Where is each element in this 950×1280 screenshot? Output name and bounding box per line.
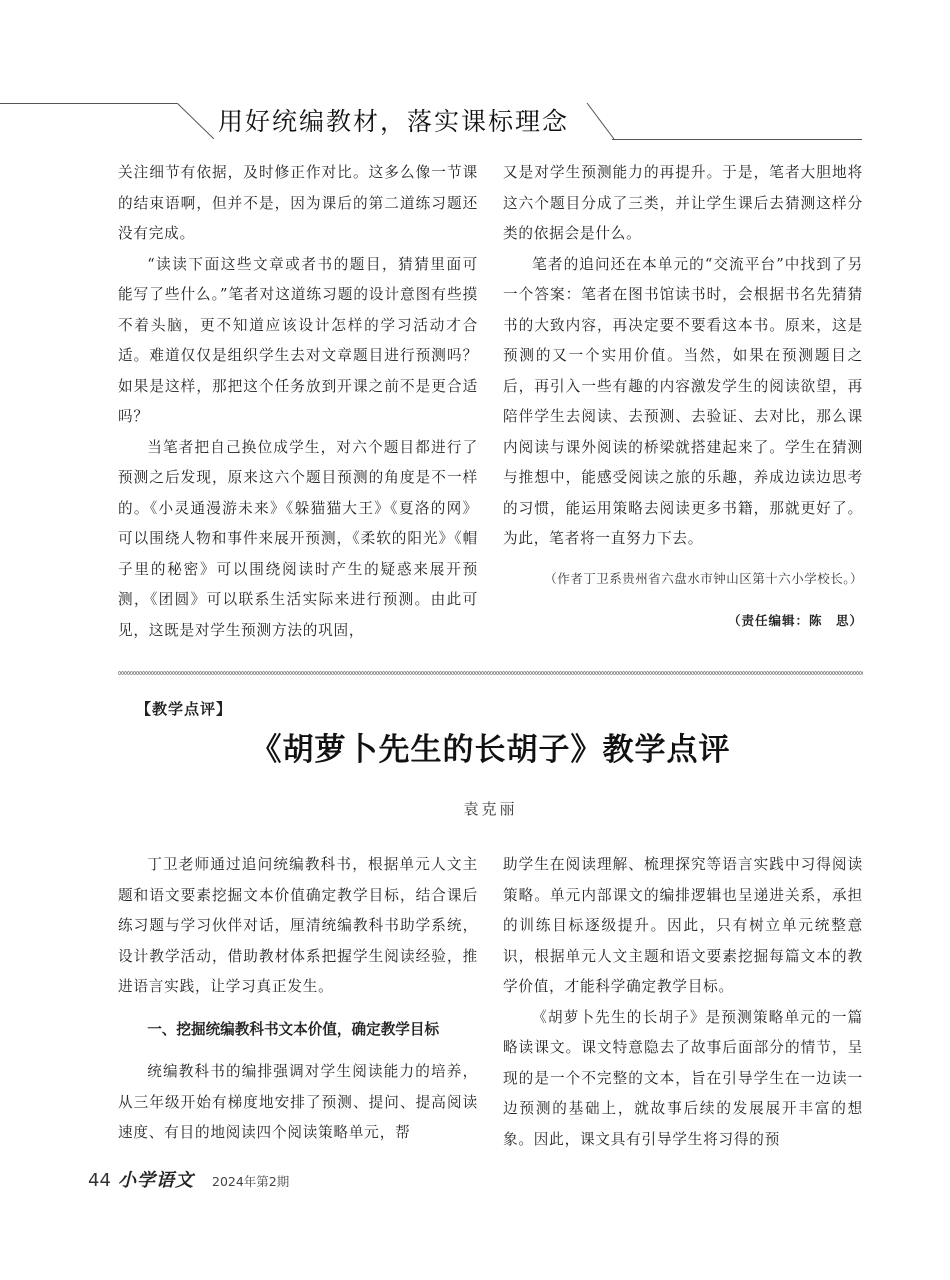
magazine-logo: 小学语文 [118,1170,194,1191]
paragraph: 当笔者把自己换位成学生，对六个题目都进行了预测之后发现，原来这六个题目预测的角度是不一样的。《小灵通漫游未来》《躲猫猫大王》《夏洛的网》可以围绕人物和事件来展开预测，《柔软的阳光》《帽子里的秘密》可以围绕阅读时产生的疑惑来展开预测，《团圆》可以联系生活实际来进行预测。由此可见，这既是对学生预测方法的巩固， [118,438,478,639]
section-divider [118,669,863,677]
paragraph: “读读下面这些文章或者书的题目，猜猜里面可能写了些什么。”笔者对这道练习题的设计意图有些摸不着头脑，更不知道应该设计怎样的学习活动才合适。难道仅仅是组织学生去对文章题目进行预测吗？如果是这样，那把这个任务放到开课之前不是更合适吗？ [118,255,478,425]
paragraph: 丁卫老师通过追问统编教科书，根据单元人文主题和语文要素挖掘文本价值确定教学目标，结合课后练习题与学习伙伴对话，厘清统编教科书助学系统，设计教学活动，借助教材体系把握学生阅读经验，推进语言实践，让学习真正发生。 [118,856,478,995]
author-byline: 袁克丽 [463,800,518,818]
page-number: 44 [88,1170,111,1191]
paragraph: 又是对学生预测能力的再提升。于是，笔者大胆地将这六个题目分成了三类，并让学生课后去猜测这样分类的依据会是什么。 [503,164,863,242]
paragraph: 《胡萝卜先生的长胡子》是预测策略单元的一篇略读课文。课文特意隐去了故事后面部分的情节，呈现的是一个不完整的文本，旨在引导学生在一边读一边预测的基础上，就故事后续的发展展开丰富的想象。因此，课文具有引导学生将习得的预 [503,1008,863,1148]
category-tag: 【教学点评】 [136,700,233,718]
article-title: 《胡萝卜先生的长胡子》教学点评 [250,732,731,768]
top-article-column-2 [503,158,863,555]
header-slash-right [586,103,616,140]
paragraph: 关注细节有依据，及时修正作对比。这多么像一节课的结束语啊，但并不是，因为课后的第二道练习题还没有完成。 [118,164,478,242]
paragraph: 笔者的追问还在本单元的“交流平台”中找到了另一个答案：笔者在图书馆读书时，会根据书名先猜猜书的大致内容，再决定要不要看这本书。原来，这是预测的又一个实用价值。当然，如果在预测题目之后，再引入一些有趣的内容激发学生的阅读欲望，再陪伴学生去阅读、去预测、去验证、去对比，那么课内阅读与课外阅读的桥梁就搭建起来了。学生在猜测与推想中，能感受阅读之旅的乐趣，养成边读边思考的习惯，能运用策略去阅读更多书籍，那就更好了。为此，笔者将一直努力下去。 [503,255,863,547]
review-column-1 [118,850,478,1149]
author-note: （作者丁卫系贵州省六盘水市钟山区第十六小学校长。） [544,571,863,586]
review-column-2 [503,850,863,1155]
top-article-column-1 [118,158,478,646]
paragraph: 统编教科书的编排强调对学生阅读能力的培养，从三年级开始有梯度地安排了预测、提问、提高阅读速度、有目的地阅读四个阅读策略单元，帮 [118,1063,478,1141]
header-slash-left [176,103,216,139]
header-title: 用好统编教材，落实课标理念 [218,107,570,136]
section-heading: 一、挖掘统编教科书文本价值，确定教学目标 [147,1020,440,1038]
header-rule-right [612,139,862,140]
responsible-editor: （责任编辑：陈 思） [727,613,863,628]
issue-label: 2024年第2期 [212,1174,290,1189]
header-rule-left [0,103,177,104]
paragraph: 助学生在阅读理解、梳理探究等语言实践中习得阅读策略。单元内部课文的编排逻辑也呈递进关系，承担的训练目标逐级提升。因此，只有树立单元统整意识，根据单元人文主题和语文要素挖掘每篇文本的教学价值，才能科学确定教学目标。 [503,856,863,995]
